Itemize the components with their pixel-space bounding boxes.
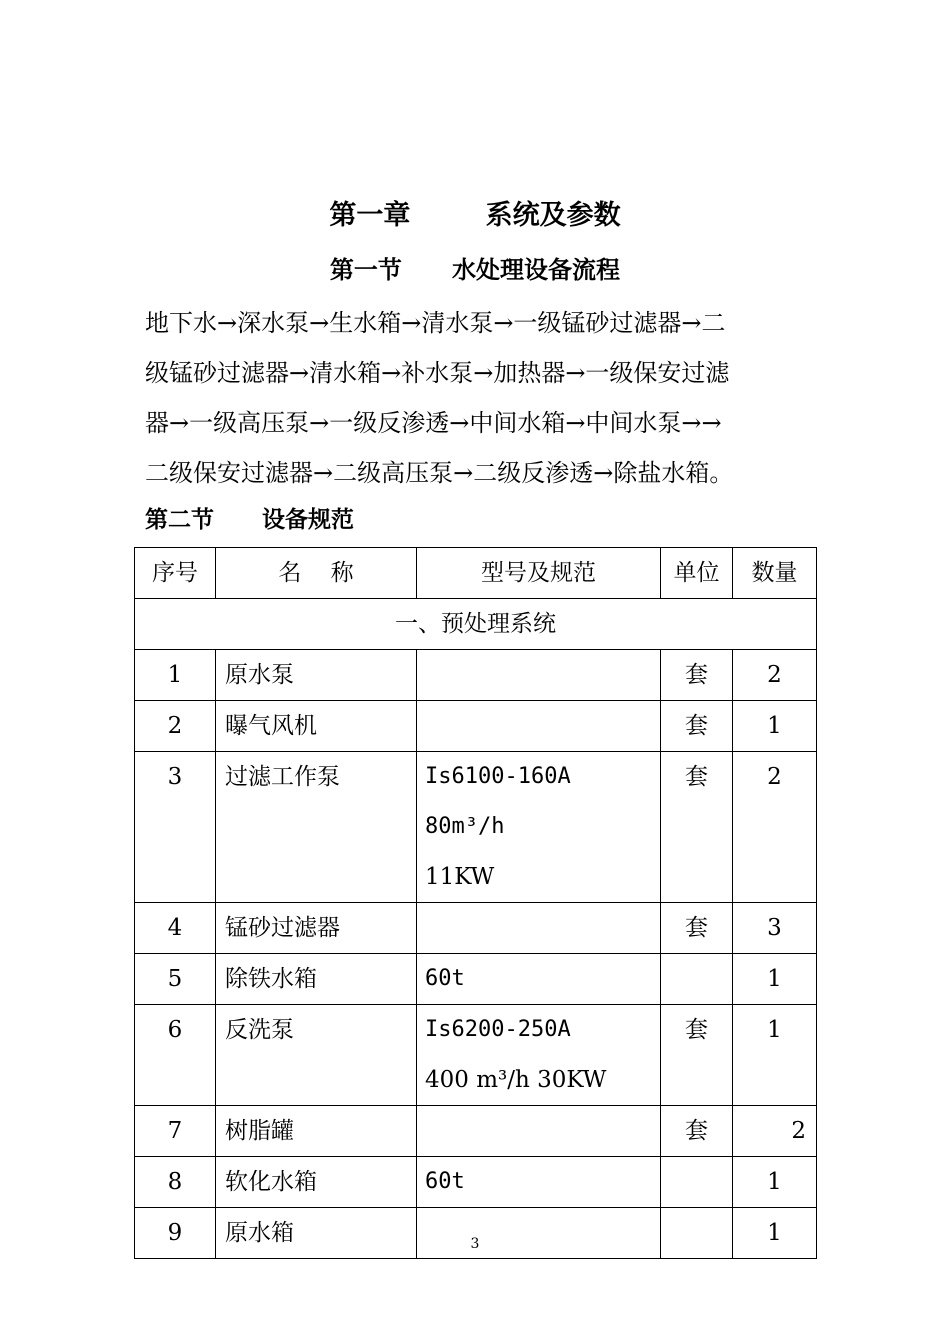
row-qty: 1: [733, 1005, 817, 1106]
row-spec-line-1: Is6200-250A: [425, 1017, 571, 1042]
flow-line-2: 级锰砂过滤器→清水箱→补水泵→加热器→一级保安过滤: [145, 359, 730, 387]
row-spec-line-2: 11KW: [425, 864, 495, 890]
row-spec: [417, 903, 661, 954]
row-qty: 1: [733, 1157, 817, 1208]
row-spec: [417, 650, 661, 701]
row-unit: 套: [661, 1106, 733, 1157]
row-name: 锰砂过滤器: [216, 903, 417, 954]
row-unit: [661, 1157, 733, 1208]
row-unit: 套: [661, 650, 733, 701]
row-spec: 60t: [417, 954, 661, 1005]
row-name: 原水泵: [216, 650, 417, 701]
row-qty: 1: [733, 701, 817, 752]
row-spec: [417, 1005, 661, 1106]
page-number: 3: [470, 1236, 480, 1252]
equipment-table: [134, 547, 817, 1259]
row-no: 2: [135, 701, 216, 752]
table-row: [135, 650, 817, 701]
row-unit: [661, 954, 733, 1005]
row-no: 6: [135, 1005, 216, 1106]
flow-line-1: 地下水→深水泵→生水箱→清水泵→一级锰砂过滤器→二: [145, 309, 726, 337]
row-no: 1: [135, 650, 216, 701]
table-row: [135, 903, 817, 954]
header-spec: 型号及规范: [417, 548, 661, 599]
row-spec: [417, 701, 661, 752]
table-row: [135, 752, 817, 903]
row-spec: [417, 1106, 661, 1157]
row-no: 3: [135, 752, 216, 903]
section-title-equipment-spec: 第二节 设备规范: [145, 507, 355, 533]
row-no: 8: [135, 1157, 216, 1208]
header-unit: 单位: [661, 548, 733, 599]
header-qty: 数量: [733, 548, 817, 599]
row-qty: 1: [733, 1208, 817, 1259]
row-spec-line-1: Is6100-160A 80m³/h: [425, 764, 571, 839]
row-unit: 套: [661, 701, 733, 752]
table-header-row: [135, 548, 817, 599]
row-name: 反洗泵: [216, 1005, 417, 1106]
group-label: 一、预处理系统: [135, 599, 817, 650]
row-qty: 2: [733, 752, 817, 903]
flow-line-3: 器→一级高压泵→一级反渗透→中间水箱→中间水泵→→: [145, 409, 722, 437]
table-row: [135, 954, 817, 1005]
section-title-process-flow: 第一节 水处理设备流程: [329, 256, 621, 284]
chapter-title: 第一章 系统及参数: [329, 200, 621, 231]
row-name: 原水箱: [216, 1208, 417, 1259]
row-name: 软化水箱: [216, 1157, 417, 1208]
row-spec-line-2: 400 m³/h 30KW: [425, 1067, 607, 1093]
row-qty: 1: [733, 954, 817, 1005]
row-qty: 2: [733, 1106, 817, 1157]
row-unit: 套: [661, 903, 733, 954]
header-name: 名 称: [216, 548, 417, 599]
row-no: 9: [135, 1208, 216, 1259]
row-no: 7: [135, 1106, 216, 1157]
row-name: 曝气风机: [216, 701, 417, 752]
row-name: 除铁水箱: [216, 954, 417, 1005]
row-spec: 60t: [417, 1157, 661, 1208]
row-unit: 套: [661, 752, 733, 903]
table-row: [135, 1106, 817, 1157]
row-unit: 套: [661, 1005, 733, 1106]
group-row-pretreatment: [135, 599, 817, 650]
header-no: 序号: [135, 548, 216, 599]
table-row: [135, 1005, 817, 1106]
row-name: 过滤工作泵: [216, 752, 417, 903]
row-qty: 2: [733, 650, 817, 701]
row-spec: [417, 752, 661, 903]
row-no: 5: [135, 954, 216, 1005]
row-qty: 3: [733, 903, 817, 954]
row-no: 4: [135, 903, 216, 954]
table-row: [135, 701, 817, 752]
row-name: 树脂罐: [216, 1106, 417, 1157]
flow-line-4: 二级保安过滤器→二级高压泵→二级反渗透→除盐水箱。: [145, 459, 734, 487]
table-row: [135, 1157, 817, 1208]
